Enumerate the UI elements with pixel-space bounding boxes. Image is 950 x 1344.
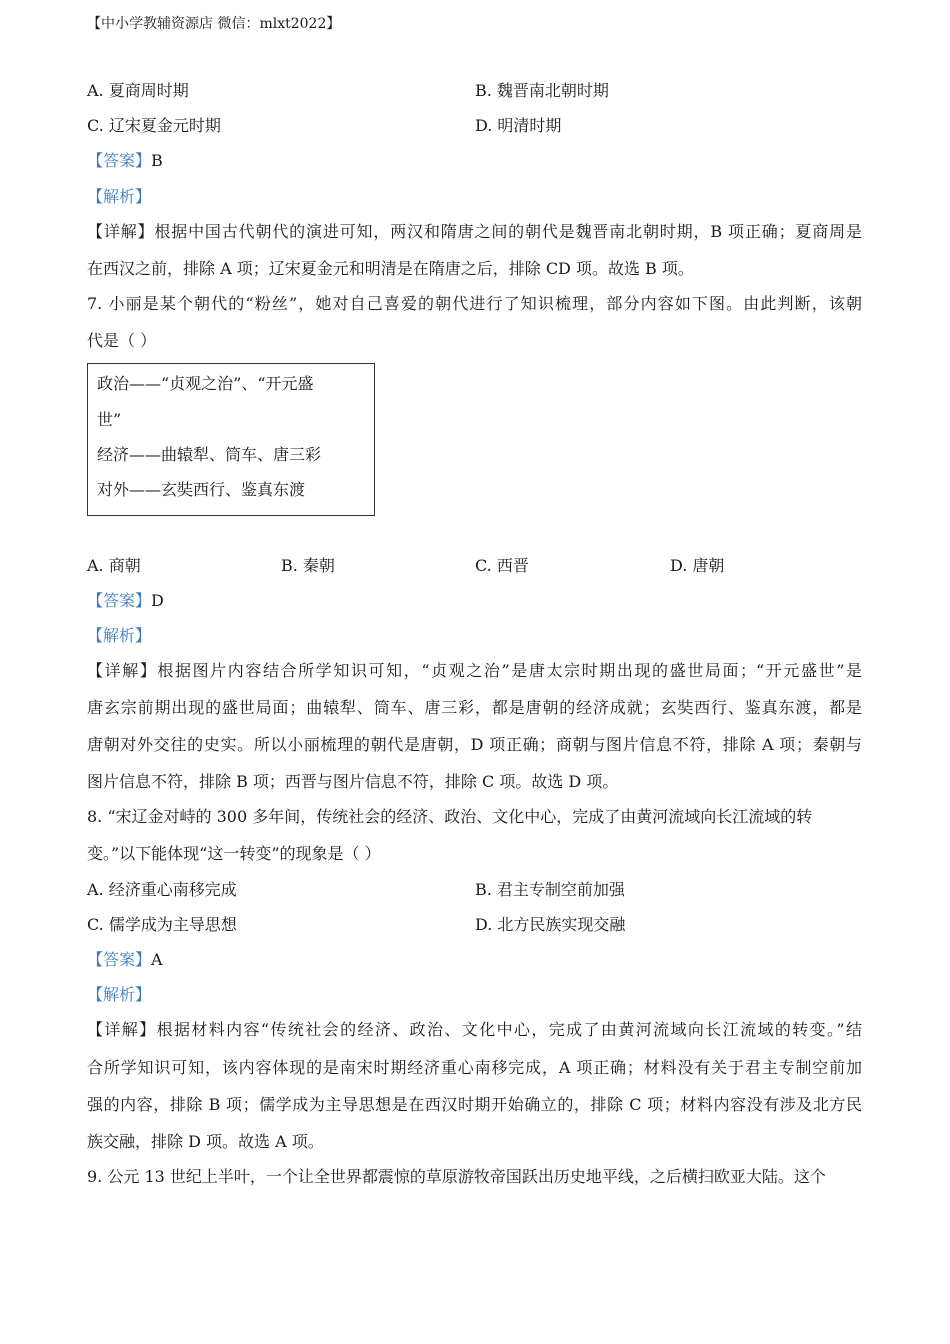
detail-label: 【详解】: [87, 222, 155, 241]
answer-label: 【答案】: [87, 950, 152, 969]
q6-detail-line-1: 【详解】根据中国古代朝代的演进可知，两汉和隋唐之间的朝代是魏晋南北朝时期，B 项正确；夏商周是: [87, 222, 862, 241]
q8-option-b: B. 君主专制空前加强: [475, 880, 625, 899]
q8-detail-line-2: 合所学知识可知，该内容体现的是南宋时期经济重心南移完成，A 项正确；材料没有关于君主专制空前加: [87, 1058, 862, 1077]
answer-label: 【答案】: [87, 151, 152, 170]
q8-detail-line-4: 族交融，排除 D 项。故选 A 项。: [87, 1132, 324, 1151]
q6-option-a: A. 夏商周时期: [87, 81, 189, 100]
q7-answer: [87, 590, 164, 612]
q7-option-b: B. 秦朝: [281, 556, 335, 575]
q6-analysis-label: 【解析】: [87, 187, 152, 206]
answer-value: A: [151, 950, 163, 969]
q8-detail-line-1: 【详解】根据材料内容“传统社会的经济、政治、文化中心，完成了由黄河流域向长江流域的转变。”结: [87, 1020, 862, 1039]
q6-answer: [87, 150, 163, 172]
q6-option-d: D. 明清时期: [475, 116, 562, 135]
box-line-1: 政治——“贞观之治”、“开元盛: [97, 374, 314, 393]
q7-analysis-label: 【解析】: [87, 626, 152, 645]
q7-detail-line-2: 唐玄宗前期出现的盛世局面；曲辕犁、筒车、唐三彩，都是唐朝的经济成就；玄奘西行、鉴真东渡，都是: [87, 698, 862, 717]
answer-value: D: [151, 591, 164, 610]
answer-value: B: [151, 151, 163, 170]
q7-option-a: A. 商朝: [87, 556, 141, 575]
q8-answer: [87, 949, 163, 971]
detail-label: 【详解】: [87, 661, 158, 680]
q7-option-d: D. 唐朝: [670, 556, 725, 575]
q7-option-c: C. 西晋: [475, 556, 529, 575]
q8-option-d: D. 北方民族实现交融: [475, 915, 626, 934]
q8-stem-line-1: 8. “宋辽金对峙的 300 多年间，传统社会的经济、政治、文化中心，完成了由黄河流域向长江流域的转: [87, 807, 813, 826]
q7-detail-line-1: 【详解】根据图片内容结合所学知识可知，“贞观之治”是唐太宗时期出现的盛世局面；“开元盛世”是: [87, 661, 862, 680]
q8-stem-line-2: 变。”以下能体现“这一转变”的现象是（ ）: [87, 844, 381, 863]
q8-analysis-label: 【解析】: [87, 985, 152, 1004]
box-line-3: 经济——曲辕犁、筒车、唐三彩: [97, 445, 322, 464]
q7-stem-line-1: 7. 小丽是某个朝代的“粉丝”，她对自己喜爱的朝代进行了知识梳理，部分内容如下图。由此判断，该朝: [87, 294, 862, 313]
q6-option-c: C. 辽宋夏金元时期: [87, 116, 221, 135]
q7-knowledge-box: [87, 363, 375, 516]
page-header: 【中小学教辅资源店 微信：mlxt2022】: [87, 16, 341, 32]
q9-stem-line-1: 9. 公元 13 世纪上半叶，一个让全世界都震惊的草原游牧帝国跃出历史地平线，之后横扫欧亚大陆。这个: [87, 1167, 826, 1186]
q8-detail-line-3: 强的内容，排除 B 项；儒学成为主导思想是在西汉时期开始确立的，排除 C 项；材料内容没有涉及北方民: [87, 1095, 862, 1114]
q6-option-b: B. 魏晋南北朝时期: [475, 81, 609, 100]
q7-stem-line-2: 代是（ ）: [87, 331, 157, 350]
box-line-4: 对外——玄奘西行、鉴真东渡: [97, 480, 306, 499]
detail-label: 【详解】: [87, 1020, 157, 1039]
q6-detail-line-2: 在西汉之前，排除 A 项；辽宋夏金元和明清是在隋唐之后，排除 CD 项。故选 B 项。: [87, 259, 694, 278]
q8-option-c: C. 儒学成为主导思想: [87, 915, 237, 934]
box-line-2: 世”: [97, 410, 122, 429]
q8-option-a: A. 经济重心南移完成: [87, 880, 237, 899]
q7-detail-line-4: 图片信息不符，排除 B 项；西晋与图片信息不符，排除 C 项。故选 D 项。: [87, 772, 619, 791]
answer-label: 【答案】: [87, 591, 152, 610]
q7-detail-line-3: 唐朝对外交往的史实。所以小丽梳理的朝代是唐朝，D 项正确；商朝与图片信息不符，排除 A 项；秦朝与: [87, 735, 862, 754]
